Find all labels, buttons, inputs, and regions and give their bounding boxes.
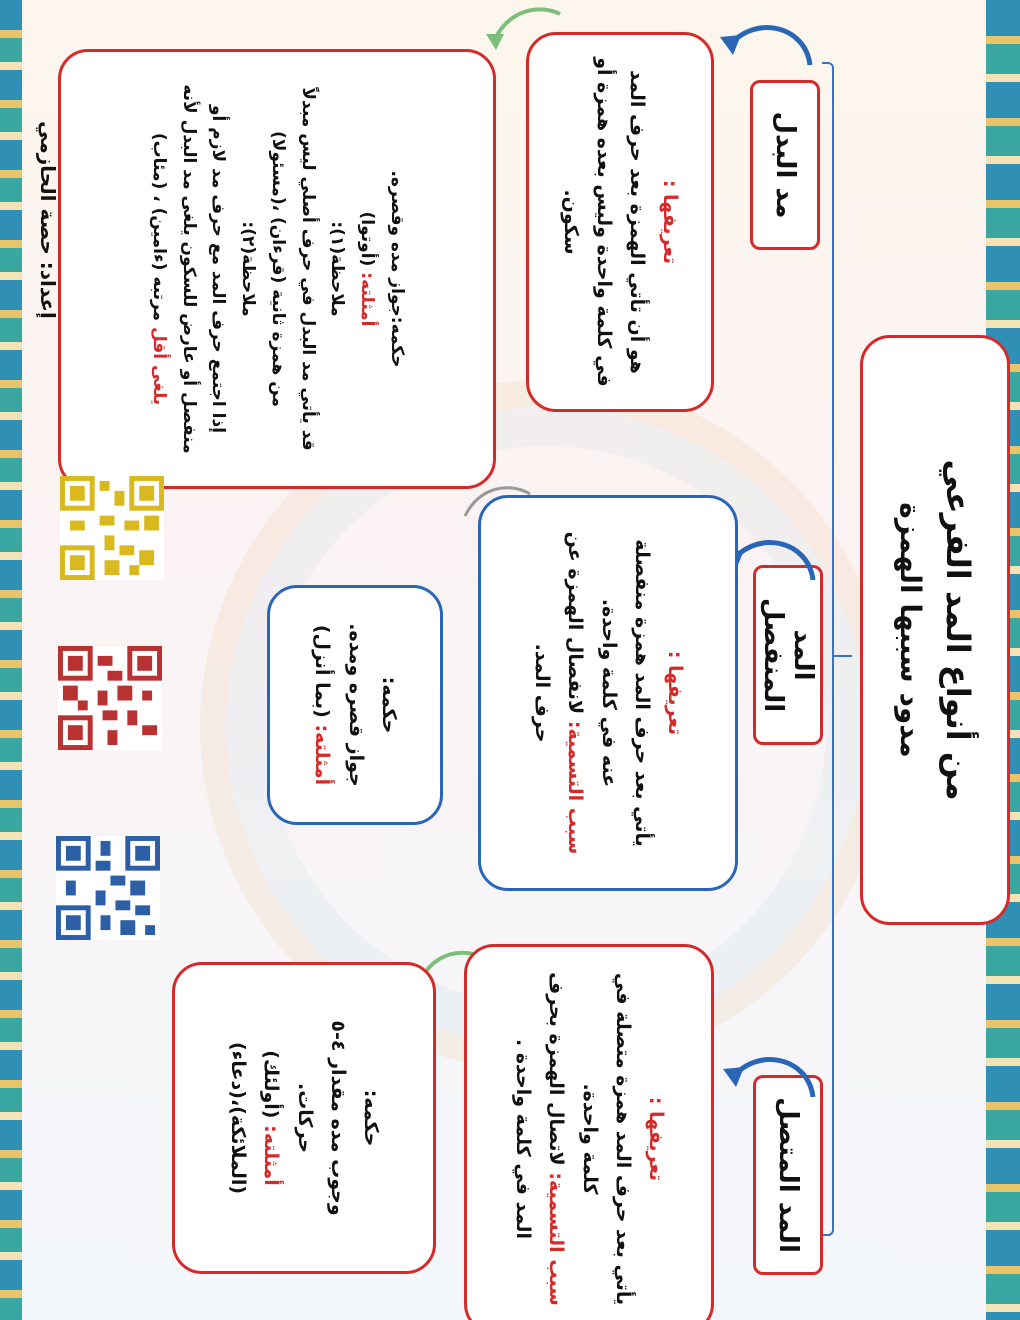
- muttasil-example: [254, 1050, 287, 1186]
- munfasil-reason-text: لانفصال الهمزة عن حرف المد.: [531, 531, 587, 743]
- title-line-2: مدود سببها الهمزة: [893, 502, 927, 758]
- muttasil-reason-label: سبب التسمية:: [545, 1172, 568, 1306]
- muttasil-example-value: (أولئك): [260, 1050, 283, 1119]
- badal-def-text: هو أن تأتي الهمزة بعد حرف المد في كلمة واحدة وليس بعده همزة أو سكون.: [559, 57, 649, 387]
- badal-note1-text: قد يأتي مد البدل في حرف أصلي ليس مبدلاً من همزة ثانية (قرءان) ،(مسئولا): [267, 87, 318, 451]
- munfasil-reason-label: سبب التسمية:: [564, 720, 587, 855]
- munfasil-rule-title: حكمه:: [377, 676, 400, 734]
- badal-example: [351, 212, 381, 327]
- badal-example-value: (أوتوا): [357, 211, 378, 267]
- badal-note2-text-b: مرتبه (ءامين) ، (مئاب): [148, 132, 169, 322]
- munfasil-def-heading: تعريفها :: [664, 650, 687, 736]
- decorative-border-left: [0, 0, 22, 1320]
- qr-code-blue-icon[interactable]: [56, 836, 160, 940]
- arrow-muttasil-icon: [718, 1045, 828, 1105]
- muttasil-definition-card: [464, 944, 714, 1320]
- badal-note2-text-a: إذا اجتمع حرف المد مع حرف مد لازم أو منفصل أو عارض للسكون يلغى مد البدل لأنه: [178, 84, 229, 454]
- label-munfasil-text: المد المنفصل: [758, 597, 818, 713]
- label-muttasil-text: المد المتصل: [773, 1097, 803, 1253]
- label-muttasil: [753, 1075, 823, 1275]
- label-badal: [750, 80, 820, 250]
- muttasil-def-heading: تعريفها :: [645, 1096, 668, 1182]
- qr-code-red-icon[interactable]: [58, 646, 162, 750]
- main-title-box: [860, 335, 1010, 925]
- munfasil-rule-text: جواز قصره ومده.: [344, 623, 367, 787]
- branch-bracket-tick: [832, 655, 852, 657]
- label-munfasil: [753, 565, 823, 745]
- badal-example-label: أمثلته:: [357, 272, 378, 327]
- muttasil-rule-text: وجوب مده مقدار ٤-٥ حركات.: [293, 1020, 349, 1216]
- qr-code-yellow-icon[interactable]: [60, 476, 164, 580]
- munfasil-def-text: يأتي بعد حرف المد همزة منفصلة عنه في كلمة واحدة.: [597, 539, 653, 847]
- badal-note2-highlight-2: أقل: [148, 326, 169, 360]
- title-line-1: من أنواع المد الفرعي: [939, 459, 977, 801]
- munfasil-rule-card: [267, 585, 443, 825]
- muttasil-reason-text: لاتصال الهمزة بحرف المد في كلمة واحدة .: [512, 972, 568, 1239]
- muttasil-example-value-2: (الملائكة)،(دعاء): [227, 1041, 250, 1195]
- munfasil-reason: [525, 520, 592, 866]
- muttasil-rule-card: [172, 962, 436, 1274]
- badal-note1-title: ملاحظة(١):: [327, 221, 348, 317]
- badal-definition-card: [526, 32, 714, 412]
- label-badal-text: مد البدل: [770, 111, 800, 219]
- muttasil-rule-title: حكمه:: [360, 1089, 383, 1147]
- muttasil-def-text: يأتي بعد حرف المد همزة متصلة في كلمة واحدة.: [578, 972, 634, 1306]
- badal-note2-highlight-1: يلغى: [148, 365, 169, 406]
- munfasil-example-value: (بما أنزل): [311, 624, 334, 718]
- badal-def-heading: تعريفها :: [659, 179, 682, 265]
- badal-rule: حكمه:جواز مده وقصره.: [386, 170, 407, 368]
- badal-note2-text: [143, 76, 232, 462]
- munfasil-example-label: أمثلته:: [311, 724, 334, 786]
- badal-note2-title: ملاحظة(٢):: [238, 221, 259, 317]
- arrow-badal-icon: [715, 15, 825, 75]
- munfasil-example: [305, 625, 338, 785]
- munfasil-definition-card: [478, 495, 738, 891]
- author-credit: إعداد: حصة الحازمي: [36, 121, 60, 319]
- muttasil-example-label: أمثلته:: [260, 1125, 283, 1186]
- badal-rule-card: [58, 49, 496, 489]
- muttasil-reason: [506, 969, 573, 1309]
